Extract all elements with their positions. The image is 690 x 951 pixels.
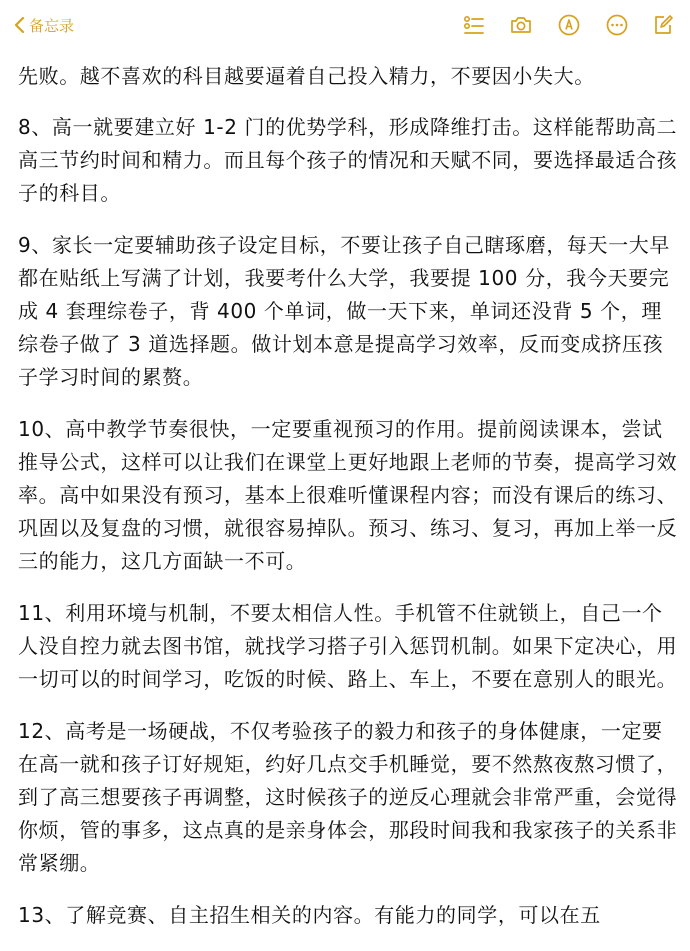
navigation-bar [0,0,690,50]
camera-icon[interactable] [509,13,533,37]
note-paragraph: 9、家长一定要辅助孩子设定目标，不要让孩子自己瞎琢磨，每天一大早都在贴纸上写满了计划，我要考什么大学，我要提 100 分，我今天要完成 4 套理综卷子，背 400 个单词，做一天下来，单词还没背 5 个，理综卷子做了 3 道选择题。做计划本意是提高学习效率，反而变成挤压孩子学习时间的累赘。 [18,233,670,389]
markup-pen-icon[interactable] [557,13,581,37]
back-label: 备忘录 [29,16,75,35]
more-icon[interactable] [605,13,629,37]
back-button[interactable] [14,12,74,38]
note-paragraph: 12、高考是一场硬战，不仅考验孩子的毅力和孩子的身体健康，一定要在高一就和孩子订好规矩，约好几点交手机睡觉，要不然熬夜熬习惯了，到了高三想要孩子再调整，这时候孩子的逆反心理就会非常严重，会觉得你烦，管的事多，这点真的是亲身体会，那段时间我和我家孩子的关系非常紧绷。 [18,719,678,875]
note-paragraph: 13、了解竞赛、自主招生相关的内容。有能力的同学，可以在五 [18,903,601,927]
note-paragraph: 10、高中教学节奏很快，一定要重视预习的作用。提前阅读课本，尝试推导公式，这样可以让我们在课堂上更好地跟上老师的节奏，提高学习效率。高中如果没有预习，基本上很难听懂课程内容；而没有课后的练习、巩固以及复盘的习惯，就很容易掉队。预习、练习、复习，再加上举一反三的能力，这几方面缺一不可。 [18,417,678,573]
chevron-left-icon [14,17,25,33]
note-paragraph: 8、高一就要建立好 1-2 门的优势学科，形成降维打击。这样能帮助高二高三节约时间和精力。而且每个孩子的情况和天赋不同，要选择最适合孩子的科目。 [18,115,678,205]
note-paragraph: 11、利用环境与机制，不要太相信人性。手机管不住就锁上，自己一个人没自控力就去图书馆，就找学习搭子引入惩罚机制。如果下定决心，用一切可以的时间学习，吃饭的时候、路上、车上，不要在意别人的眼光。 [18,601,678,691]
note-paragraph: 先败。越不喜欢的科目越要逼着自己投入精力，不要因小失大。 [18,64,595,88]
checklist-icon[interactable] [462,13,486,37]
note-body[interactable] [18,60,678,951]
compose-icon[interactable] [651,13,675,37]
